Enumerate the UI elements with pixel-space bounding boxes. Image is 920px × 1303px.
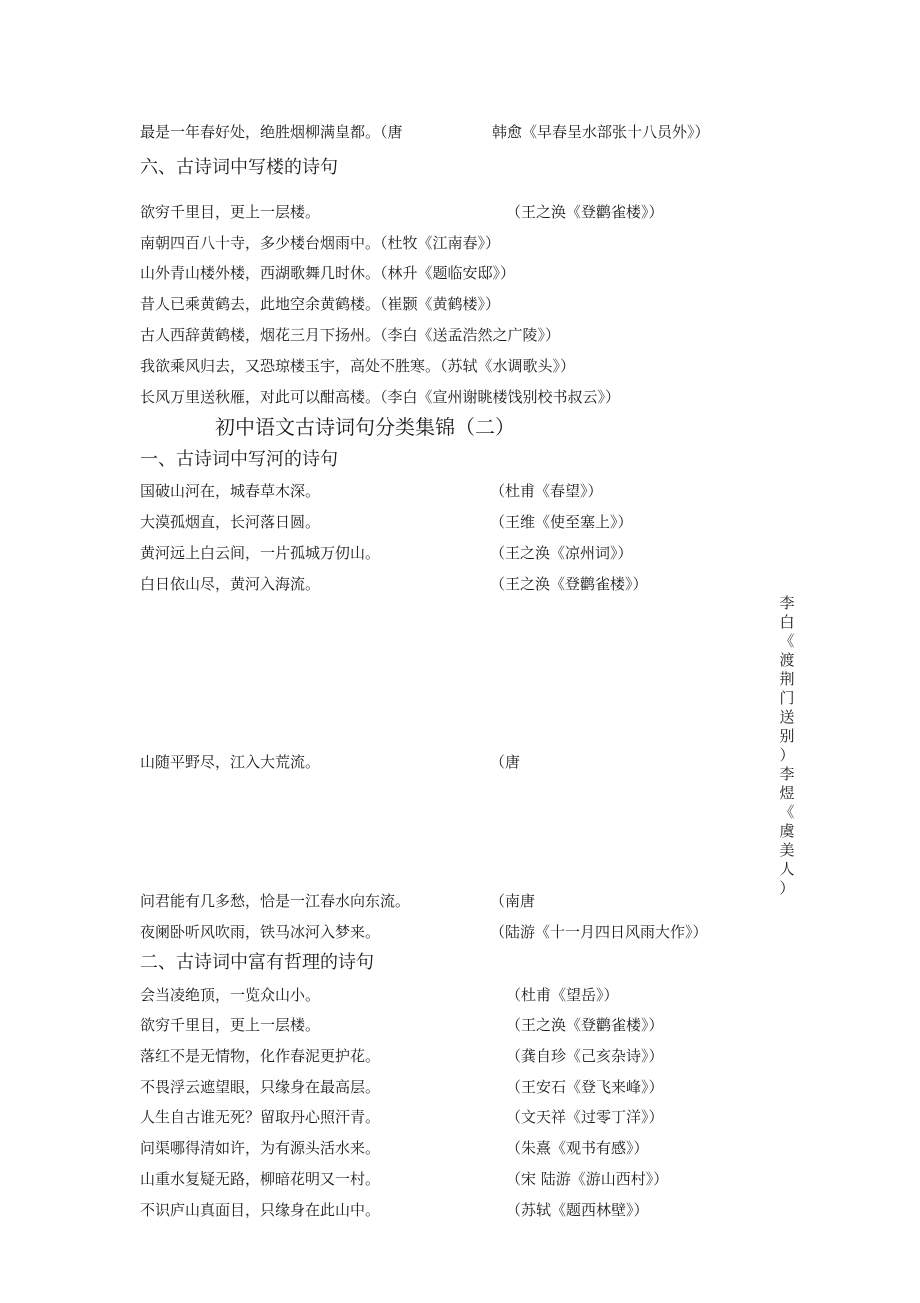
poem-text: 夜阑卧听风吹雨，铁马冰河入梦来。 [140,923,381,941]
poem-source: （王之涣《登鹳雀楼》） [506,203,664,221]
vertical-source-note [778,594,796,898]
poem-source: （王维《使至塞上》） [490,513,633,531]
page-title: 初中语文古诗词句分类集锦（二） [215,415,515,439]
poem-line [140,1046,664,1066]
poem-line [140,922,708,942]
poem-source: （龚自珍《己亥杂诗》） [506,1047,664,1065]
poem-source: （南唐 [490,892,536,910]
poem-line [140,122,710,142]
poem-source: （杜甫《望岳》） [506,986,619,1004]
poem-source: （宋 陆游《游山西村》） [506,1170,669,1188]
poem-source: （王之涣《登鹳雀楼》） [490,575,648,593]
vertical-char: 送 [779,708,795,726]
poem-line [140,1169,669,1189]
poem-line [140,891,536,911]
poem-source: （王安石《登飞来峰》） [506,1078,664,1096]
vertical-char: 人 [779,860,795,878]
section-heading: 二、古诗词中富有哲理的诗句 [140,952,374,973]
poem-line: 南朝四百八十寺，多少楼台烟雨中。（杜牧《江南春》） [140,234,501,252]
poem-line [140,1077,664,1097]
poem-text: 国破山河在，城春草木深。 [140,482,321,500]
poem-text: 会当凌绝顶，一览众山小。 [140,986,321,1004]
poem-text: 不畏浮云遮望眼，只缘身在最高层。 [140,1078,381,1096]
poem-line: 古人西辞黄鹤楼，烟花三月下扬州。（李白《送孟浩然之广陵》） [140,326,561,344]
vertical-char: 《 [779,803,795,821]
vertical-char: 门 [779,689,795,707]
poem-line [140,985,619,1005]
poem-text: 最是一年春好处，绝胜烟柳满皇都。（唐 [140,123,403,141]
poem-line [140,202,664,222]
poem-text: 欲穷千里目，更上一层楼。 [140,203,321,221]
vertical-char: 美 [779,841,795,859]
poem-line: 我欲乘风归去，又恐琼楼玉宇，高处不胜寒。（苏轼《水调歌头》） [140,357,576,375]
poem-text: 山随平野尽，江入大荒流。 [140,753,321,771]
poem-text: 落红不是无情物，化作春泥更护花。 [140,1047,381,1065]
poem-text: 人生自古谁无死？留取丹心照汗青。 [140,1108,381,1126]
vertical-char: 煜 [779,784,795,802]
vertical-char: 《 [779,632,795,650]
poem-line [140,574,648,594]
vertical-char: 白 [779,613,795,631]
poem-line [140,1015,664,1035]
vertical-char: 李 [779,594,795,612]
vertical-char: ） [779,879,795,897]
poem-source: （文天祥《过零丁洋》） [506,1108,664,1126]
vertical-char: ） [779,746,795,764]
poem-text: 问君能有几多愁，恰是一江春水向东流。 [140,892,411,910]
vertical-char: 荆 [779,670,795,688]
poem-text: 问渠哪得清如许，为有源头活水来。 [140,1139,381,1157]
vertical-char: 渡 [779,651,795,669]
vertical-char: 李 [779,765,795,783]
poem-line: 昔人已乘黄鹤去，此地空余黄鹤楼。（崔颢《黄鹤楼》） [140,295,501,313]
poem-source: 韩愈《早春呈水部张十八员外》） [492,123,710,141]
poem-line [140,543,633,563]
poem-source: （王之涣《登鹳雀楼》） [506,1016,664,1034]
poem-line: 山外青山楼外楼，西湖歌舞几时休。（林升《题临安邸》） [140,264,516,282]
poem-line [140,481,603,501]
poem-text: 白日依山尽，黄河入海流。 [140,575,321,593]
poem-text: 欲穷千里目，更上一层楼。 [140,1016,321,1034]
poem-source: （王之涣《凉州词》） [490,544,633,562]
poem-line: 长风万里送秋雁，对此可以酣高楼。（李白《宣州谢眺楼饯别校书叔云》） [140,388,621,406]
poem-source: （陆游《十一月四日风雨大作》） [490,923,708,941]
poem-line [140,1138,649,1158]
poem-text: 黄河远上白云间，一片孤城万仞山。 [140,544,381,562]
poem-source: （朱熹《观书有感》） [506,1139,649,1157]
section-heading: 六、古诗词中写楼的诗句 [140,157,338,178]
poem-source: （苏轼《题西林壁》） [506,1201,649,1219]
section-heading: 一、古诗词中写河的诗句 [140,449,338,470]
poem-text: 大漠孤烟直，长河落日圆。 [140,513,321,531]
poem-text: 山重水复疑无路，柳暗花明又一村。 [140,1170,381,1188]
poem-source: （杜甫《春望》） [490,482,603,500]
poem-line [140,1107,664,1127]
vertical-char: 别 [779,727,795,745]
poem-line [140,512,633,532]
poem-line [140,1200,649,1220]
vertical-char: 虞 [779,822,795,840]
poem-text: 不识庐山真面目，只缘身在此山中。 [140,1201,381,1219]
poem-source: （唐 [490,753,521,771]
poem-line [140,752,521,772]
